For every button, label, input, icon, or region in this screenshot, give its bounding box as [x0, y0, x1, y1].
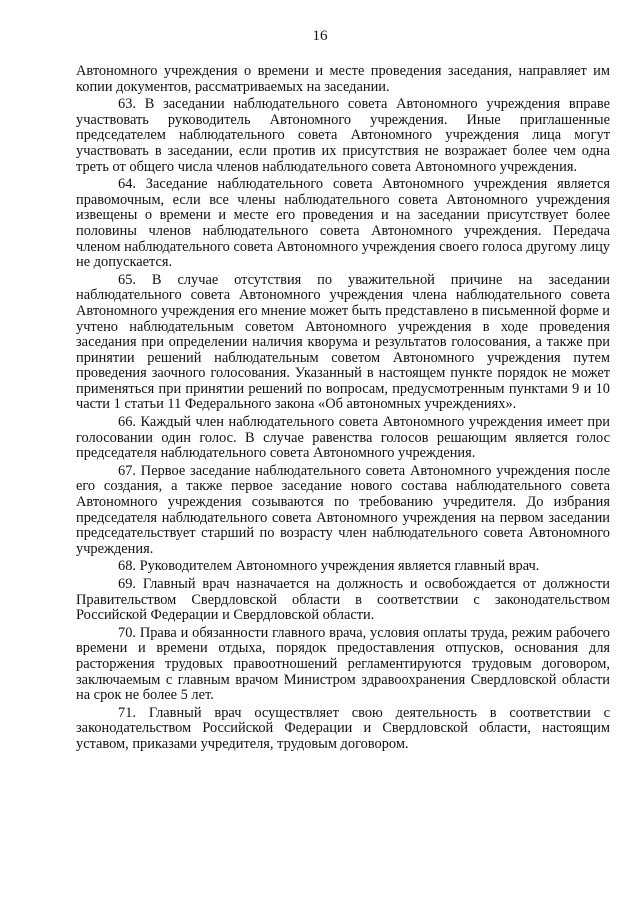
paragraph-64: 64. Заседание наблюдательного совета Автономного учреждения является правомочным, если все члены наблюдательного совета Автономного учреждения извещены о времени и месте его проведения и на заседании присутствует более половины членов наблюдательного совета Автономного учреждения. Передача членом наблюдательного совета Автономного учреждения своего голоса другому лицу не допускается. [76, 176, 610, 271]
paragraph-63: 63. В заседании наблюдательного совета Автономного учреждения вправе участвовать руководитель Автономного учреждения. Иные приглашенные председателем наблюдательного совета Автономного учреждения лица могут участвовать в заседании, если против их присутствия не возражает более чем одна треть от общего числа членов наблюдательного совета Автономного учреждения. [76, 96, 610, 175]
document-body [76, 64, 610, 755]
page-number: 16 [312, 28, 328, 44]
paragraph-67: 67. Первое заседание наблюдательного совета Автономного учреждения после его создания, а также первое заседание нового состава наблюдательного совета Автономного учреждения созываются по требованию учредителя. До избрания председателя наблюдательного совета Автономного учреждения на первом заседании председательствует старший по возрасту член наблюдательного совета Автономного учреждения. [76, 462, 610, 557]
paragraph-65: 65. В случае отсутствия по уважительной причине на заседании наблюдательного совета Автономного учреждения члена наблюдательного совета Автономного учреждения его мнение может быть представлено в письменной форме и учтено наблюдательным советом Автономного учреждения в ходе проведения заседания при определении наличия кворума и результатов голосования, а также при принятии решений наблюдательным советом Автономного учреждения путем проведения заочного голосования. Указанный в настоящем пункте порядок не может применяться при принятии решений по вопросам, предусмотренным пунктами 9 и 10 части 1 статьи 11 Федерального закона «Об автономных учреждениях». [76, 271, 610, 413]
paragraph-continuation: Автономного учреждения о времени и месте проведения заседания, направляет им копии документов, рассматриваемых на заседании. [76, 63, 610, 95]
paragraph-68: 68. Руководителем Автономного учреждения является главный врач. [118, 558, 540, 575]
paragraph-69: 69. Главный врач назначается на должность и освобождается от должности Правительством Свердловской области в соответствии с законодательством Российской Федерации и Свердловской области. [76, 576, 610, 624]
paragraph-71: 71. Главный врач осуществляет свою деятельность в соответствии с законодательством Российской Федерации и Свердловской области, настоящим уставом, приказами учредителя, трудовым договором. [76, 704, 610, 752]
paragraph-70: 70. Права и обязанности главного врача, условия оплаты труда, режим рабочего времени и времени отдыха, порядок предоставления отпусков, основания для расторжения трудовых правоотношений регламентируются трудовым договором, заключаемым с главным врачом Министром здравоохранения Свердловской области на срок не более 5 лет. [76, 624, 610, 704]
paragraph-66: 66. Каждый член наблюдательного совета Автономного учреждения имеет при голосовании один голос. В случае равенства голосов решающим является голос председателя наблюдательного совета Автономного учреждения. [76, 414, 610, 462]
